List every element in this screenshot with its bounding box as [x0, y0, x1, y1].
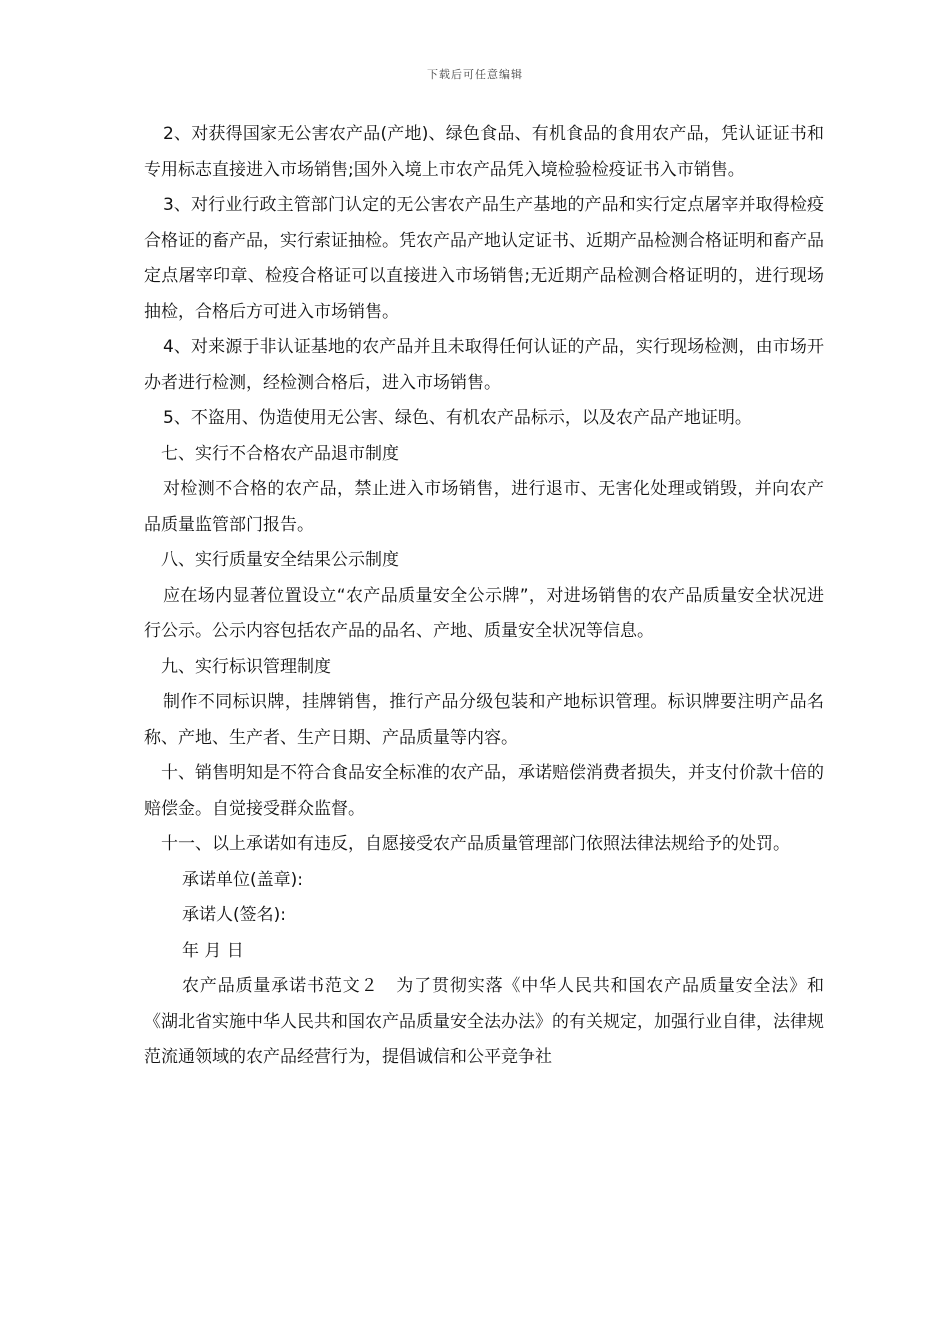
- signature-date-line: 年 月 日: [182, 940, 244, 961]
- paragraph-item-2: 2、对获得国家无公害农产品(产地)、绿色食品、有机食品的食用农产品，凭认证证书和专用标志直接进入市场销售;国外入境上市农产品凭入境检验检疫证书入市销售。: [144, 124, 824, 180]
- paragraph-section-11: 十一、以上承诺如有违反，自愿接受农产品质量管理部门依照法律法规给予的处罚。: [161, 834, 790, 854]
- document-body: [144, 117, 824, 1076]
- paragraph-item-5: 5、不盗用、伪造使用无公害、绿色、有机农产品标示，以及农产品产地证明。: [163, 408, 752, 428]
- paragraph-item-4: 4、对来源于非认证基地的农产品并且未取得任何认证的产品，实行现场检测，由市场开办者进行检测，经检测合格后，进入市场销售。: [144, 337, 824, 393]
- section-heading-7: 七、实行不合格农产品退市制度: [161, 443, 399, 464]
- paragraph-sample-2: 农产品质量承诺书范文２ 为了贯彻实落《中华人民共和国农产品质量安全法》和《湖北省实施中华人民共和国农产品质量安全法办法》的有关规定，加强行业自律，法律规范流通领域的农产品经营行为，提倡诚信和公平竞争社: [144, 976, 824, 1067]
- page-header-note: 下载后可任意编辑: [427, 68, 523, 81]
- paragraph-section-9: 制作不同标识牌，挂牌销售，推行产品分级包装和产地标识管理。标识牌要注明产品名称、产地、生产者、生产日期、产品质量等内容。: [144, 692, 824, 748]
- signature-unit-line: 承诺单位(盖章):: [182, 869, 303, 890]
- paragraph-section-10: 十、销售明知是不符合食品安全标准的农产品，承诺赔偿消费者损失，并支付价款十倍的赔偿金。自觉接受群众监督。: [144, 763, 824, 819]
- paragraph-section-8: 应在场内显著位置设立“农产品质量安全公示牌”，对进场销售的农产品质量安全状况进行公示。公示内容包括农产品的品名、产地、质量安全状况等信息。: [144, 585, 824, 641]
- section-heading-9: 九、实行标识管理制度: [161, 656, 331, 677]
- paragraph-item-3: 3、对行业行政主管部门认定的无公害农产品生产基地的产品和实行定点屠宰并取得检疫合格证的畜产品，实行索证抽检。凭农产品产地认定证书、近期产品检测合格证明和畜产品定点屠宰印章、检疫合格证可以直接进入市场销售;无近期产品检测合格证明的，进行现场抽检，合格后方可进入市场销售。: [144, 195, 824, 322]
- paragraph-section-7: 对检测不合格的农产品，禁止进入市场销售，进行退市、无害化处理或销毁，并向农产品质量监管部门报告。: [144, 479, 824, 535]
- signature-person-line: 承诺人(签名):: [182, 905, 286, 925]
- section-heading-8: 八、实行质量安全结果公示制度: [161, 550, 399, 570]
